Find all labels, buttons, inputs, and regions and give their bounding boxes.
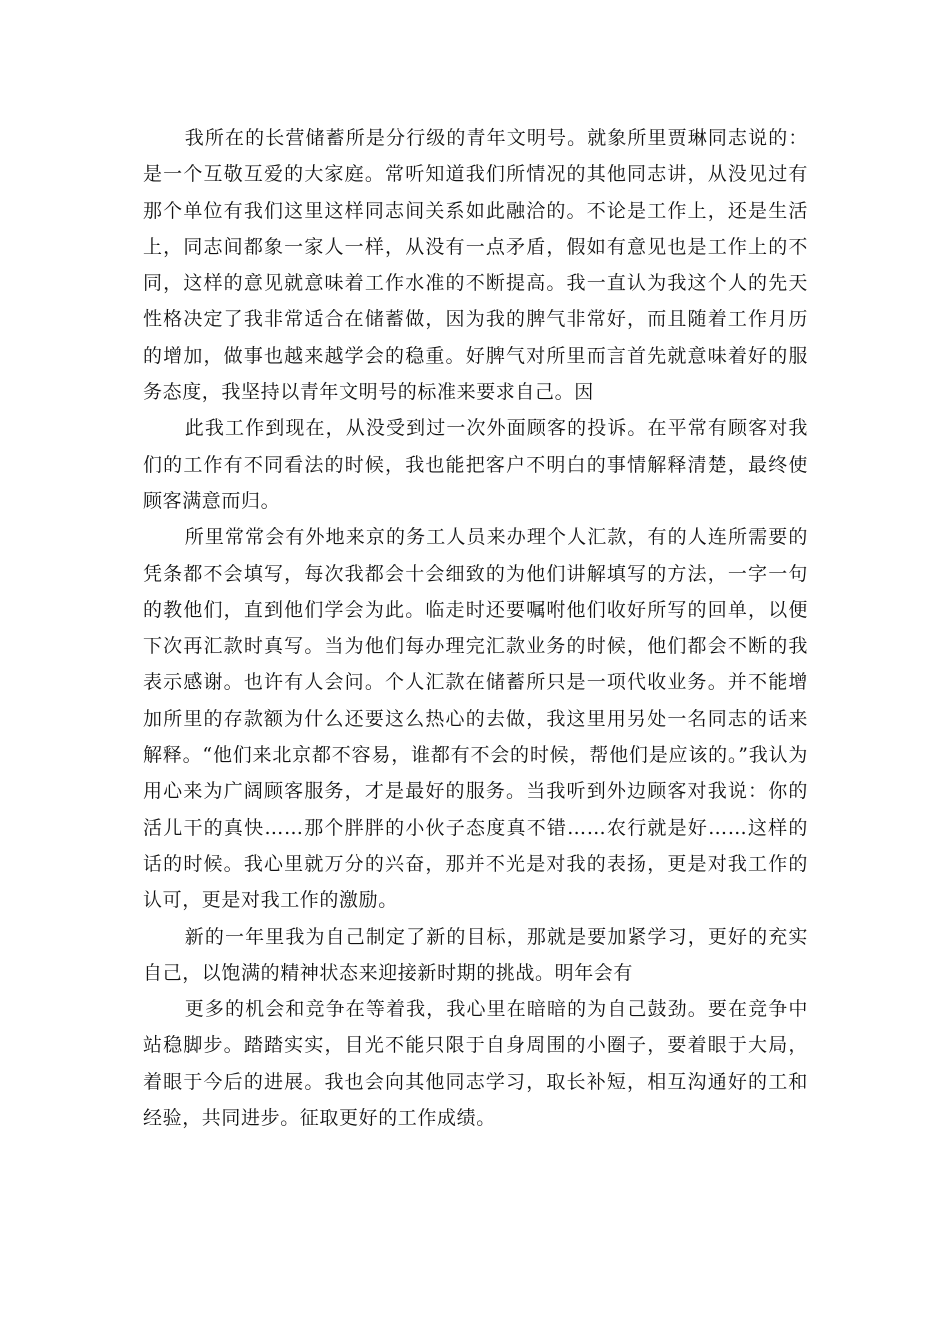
paragraph: 此我工作到现在，从没受到过一次外面顾客的投诉。在平常有顾客对我们的工作有不同看法的时候，我也能把客户不明白的事情解释清楚，最终使顾客满意而归。 [143, 417, 808, 512]
paragraph: 新的一年里我为自己制定了新的目标，那就是要加紧学习，更好的充实自己，以饱满的精神状态来迎接新时期的挑战。明年会有 [143, 925, 808, 984]
paragraph: 所里常常会有外地来京的务工人员来办理个人汇款，有的人连所需要的凭条都不会填写，每次我都会十会细致的为他们讲解填写的方法，一字一句的教他们，直到他们学会为此。临走时还要嘱咐他们收好所写的回单，以便下次再汇款时真写。当为他们每办理完汇款业务的时候，他们都会不断的我表示感谢。也许有人会问。个人汇款在储蓄所只是一项代收业务。并不能增加所里的存款额为什么还要这么热心的去做，我这里用另处一名同志的话来解释。“他们来北京都不容易，谁都有不会的时候，帮他们是应该的。”我认为用心来为广阔顾客服务，才是最好的服务。当我听到外边顾客对我说：你的活儿干的真快……那个胖胖的小伙子态度真不错……农行就是好……这样的话的时候。我心里就万分的兴奋，那并不光是对我的表扬，更是对我工作的认可，更是对我工作的激励。 [143, 526, 808, 912]
document-body [143, 120, 808, 1136]
paragraph: 我所在的长营储蓄所是分行级的青年文明号。就象所里贾琳同志说的：是一个互敬互爱的大家庭。常听知道我们所情况的其他同志讲，从没见过有那个单位有我们这里这样同志间关系如此融洽的。不论是工作上，还是生活上，同志间都象一家人一样，从没有一点矛盾，假如有意见也是工作上的不同，这样的意见就意味着工作水准的不断提高。我一直认为我这个人的先天性格决定了我非常适合在储蓄做，因为我的脾气非常好，而且随着工作月历的增加，做事也越来越学会的稳重。好脾气对所里而言首先就意味着好的服务态度，我坚持以青年文明号的标准来要求自己。因 [143, 127, 808, 404]
paragraph: 更多的机会和竞争在等着我，我心里在暗暗的为自己鼓劲。要在竞争中站稳脚步。踏踏实实，目光不能只限于自身周围的小圈子，要着眼于大局，着眼于今后的进展。我也会向其他同志学习，取长补短，相互沟通好的工和经验，共同进步。征取更好的工作成绩。 [143, 998, 808, 1130]
